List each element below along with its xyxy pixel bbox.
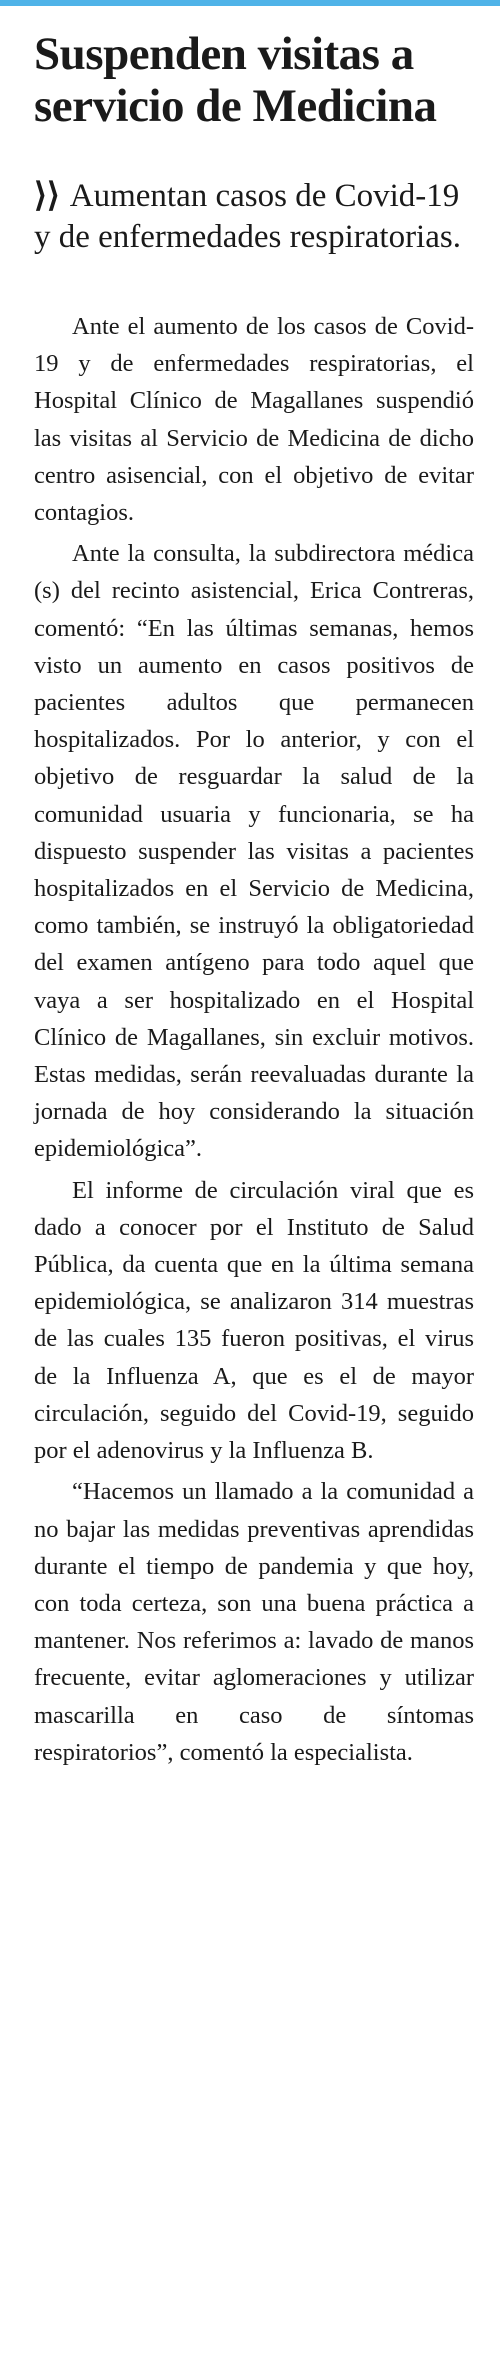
double-chevron-right-icon: ⟩⟩ <box>34 178 60 214</box>
news-article <box>34 28 474 1775</box>
deck-text: Aumentan casos de Covid-19 y de enfermedades respiratorias. <box>34 178 461 255</box>
body-paragraph: Ante la consulta, la subdirectora médica (s) del recinto asistencial, Erica Contreras, comentó: “En las últimas semanas, hemos visto un aumento en casos positivos de pacientes adultos que permanecen hospitalizados. Por lo anterior, y con el objetivo de resguardar la salud de la comunidad usuaria y funcionaria, se ha dispuesto suspender las visitas a pacientes hospitalizados en el Servicio de Medicina, como también, se instruyó la obligatoriedad del examen antígeno para todo aquel que vaya a ser hospitalizado en el Hospital Clínico de Magallanes, sin excluir motivos. Estas medidas, serán reevaluadas durante la jornada de hoy considerando la situación epidemiológica”. <box>34 540 474 1163</box>
article-deck <box>34 176 474 258</box>
body-paragraph: Ante el aumento de los casos de Covid-19 y de enfermedades respiratorias, el Hospital Clínico de Magallanes suspendió las visitas al Servicio de Medicina de dicho centro asisencial, con el objetivo de evitar contagios. <box>34 313 474 527</box>
body-paragraph: “Hacemos un llamado a la comunidad a no bajar las medidas preventivas aprendidas durante el tiempo de pandemia y que hoy, con toda certeza, son una buena práctica a mantener. Nos referimos a: lavado de manos frecuente, evitar aglomeraciones y utilizar mascarilla en caso de síntomas respiratorios”, comentó la especialista. <box>34 1478 474 1766</box>
body-paragraph: El informe de circulación viral que es dado a conocer por el Instituto de Salud Pública, da cuenta que en la última semana epidemiológica, se analizaron 314 muestras de las cuales 135 fueron positivas, el virus de la Influenza A, que es el de mayor circulación, seguido del Covid-19, seguido por el adenovirus y la Influenza B. <box>34 1176 474 1465</box>
article-body <box>34 308 474 1771</box>
section-accent-rule <box>0 0 500 6</box>
article-headline: Suspenden visitas a servicio de Medicina <box>34 28 437 132</box>
